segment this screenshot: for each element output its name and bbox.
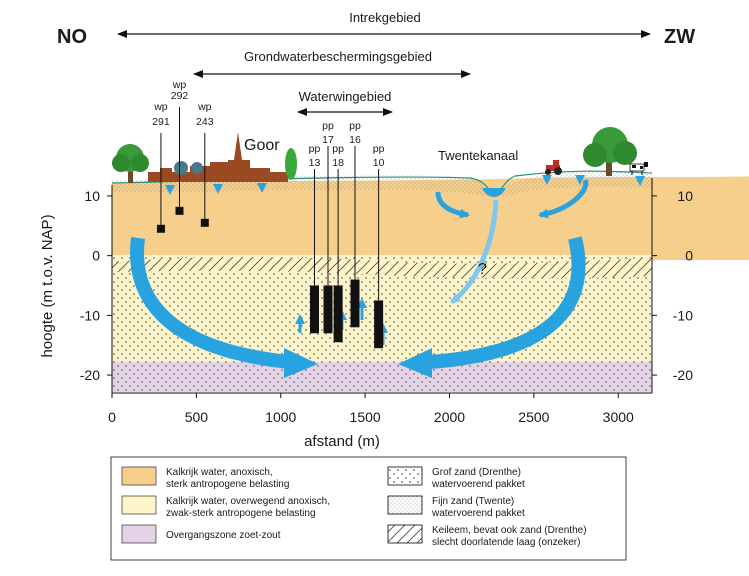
y-tick-label-right: 10 [677, 187, 693, 204]
zone-protection-label: Grondwaterbeschermingsgebied [244, 49, 432, 64]
pumping-well-number: 10 [372, 157, 385, 169]
x-ticks [108, 393, 634, 425]
observation-well-prefix: wp [172, 79, 187, 91]
pumping-well-prefix: pp [322, 120, 334, 132]
pumping-well-prefix: pp [332, 143, 344, 155]
y-tick-label-left: 10 [84, 187, 100, 204]
pumping-well-prefix: pp [372, 143, 385, 155]
x-tick-label: 0 [108, 409, 116, 425]
observation-well-number: 243 [196, 116, 214, 128]
observation-well-filter [157, 225, 165, 233]
legend-swatch-pattern [388, 525, 422, 543]
zone-wellfield [298, 89, 392, 112]
observation-well-number: 292 [170, 90, 189, 102]
y-axis-title: hoogte (m t.o.v. NAP) [39, 214, 56, 358]
pumping-well-screen [310, 286, 319, 334]
legend-label-line2: watervoerend pakket [432, 479, 525, 490]
legend-swatch-pattern [388, 467, 422, 485]
observation-well-prefix: wp [198, 101, 212, 113]
canal-label: Twentekanaal [438, 148, 519, 163]
zone-intake-label: Intrekgebied [349, 10, 421, 25]
legend-swatch [122, 525, 156, 543]
y-tick-label-right: 0 [685, 247, 693, 264]
pumping-well-number: 17 [322, 134, 334, 146]
legend-swatch [122, 496, 156, 514]
pumping-well-number: 18 [332, 157, 344, 169]
observation-wells [152, 79, 214, 233]
tree-icon [112, 144, 149, 183]
legend-label-line1: Grof zand (Drenthe) [432, 467, 521, 478]
legend-label-line2: sterk antropogene belasting [166, 479, 290, 490]
y-tick-label-left: -10 [79, 307, 100, 324]
zone-intake [118, 10, 650, 34]
y-tick-label-right: -20 [672, 367, 693, 384]
pumping-well-prefix: pp [308, 143, 321, 155]
zone-wellfield-label: Waterwingebied [298, 89, 392, 104]
observation-well-number: 291 [152, 116, 170, 128]
town-label: Goor [244, 137, 280, 154]
observation-well-filter [176, 207, 184, 215]
y-tick-label-left: -20 [79, 367, 100, 384]
pumping-well-screen [351, 280, 360, 328]
legend-swatch [122, 467, 156, 485]
pumping-well-screen [324, 286, 333, 334]
x-axis-title: afstand (m) [304, 433, 380, 450]
legend-label-line1: Overgangszone zoet-zout [166, 530, 281, 541]
right-tree-icon [583, 127, 637, 176]
heading-northeast: NO [57, 26, 87, 48]
legend-label-line1: Kalkrijk water, overwegend anoxisch, [166, 496, 330, 507]
x-tick-label: 1000 [265, 409, 297, 425]
x-tick-label: 2500 [518, 409, 550, 425]
cypress-tree-icon [285, 148, 297, 180]
y-tick-label-right: -10 [672, 307, 693, 324]
legend-label-line1: Keileem, bevat ook zand (Drenthe) [432, 525, 587, 536]
legend-swatch-pattern [388, 496, 422, 514]
legend-label-line2: watervoerend pakket [432, 508, 525, 519]
legend-label-line2: slecht doorlatende laag (onzeker) [432, 537, 581, 548]
x-tick-label: 1500 [349, 409, 381, 425]
legend-label-line2: zwak-sterk antropogene belasting [166, 508, 316, 519]
legend-label-line1: Kalkrijk water, anoxisch, [166, 467, 273, 478]
legend-label-line1: Fijn zand (Twente) [432, 496, 515, 507]
heading-southwest: ZW [664, 26, 696, 48]
zone-protection [194, 49, 470, 74]
pumping-well-number: 13 [308, 157, 321, 169]
x-tick-label: 2000 [433, 409, 466, 425]
observation-well-prefix: wp [154, 101, 168, 113]
pumping-well-number: 16 [349, 134, 361, 146]
pumping-well-screen [334, 286, 343, 343]
legend [111, 457, 626, 560]
y-tick-label-left: 0 [92, 247, 100, 264]
observation-well-filter [201, 219, 209, 227]
question-mark: ? [478, 261, 487, 278]
x-tick-label: 3000 [602, 409, 634, 425]
pumping-well-screen [374, 300, 383, 348]
x-tick-label: 500 [184, 409, 209, 425]
pumping-well-prefix: pp [349, 120, 361, 132]
